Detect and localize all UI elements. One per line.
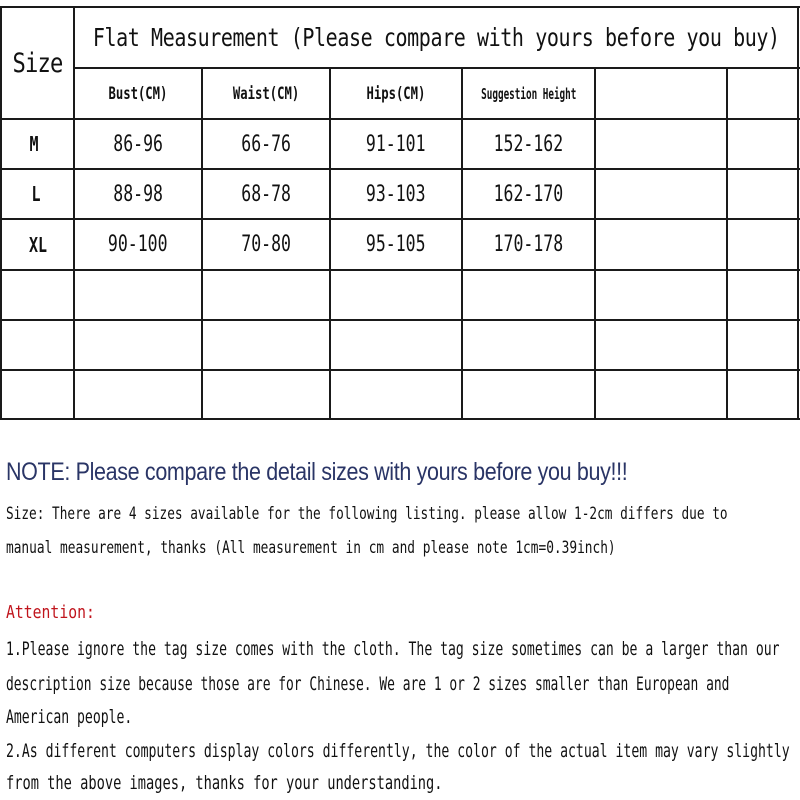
table-row-l-hips: 93-103 — [366, 181, 426, 207]
flat-measurement-header: Flat Measurement (Please compare with yours before you buy) — [92, 23, 780, 52]
notes-section — [0, 420, 800, 800]
table-row-l-size: L — [31, 182, 41, 206]
point2-line-2: from the above images, thanks for your understanding. — [6, 772, 443, 794]
table-row-m-height: 152-162 — [493, 131, 564, 157]
point1-line-3: American people. — [6, 706, 133, 728]
table-row-m-size: M — [29, 132, 39, 156]
table-vline — [594, 67, 596, 420]
size-header: Size — [12, 47, 63, 79]
table-hline — [0, 319, 800, 321]
table-row-xl-height: 170-178 — [493, 232, 564, 257]
table-row-xl-hips: 95-105 — [366, 232, 426, 257]
table-row-xl-waist: 70-80 — [241, 232, 291, 257]
column-header-bust: Bust(CM) — [108, 83, 168, 104]
table-row-xl-bust: 90-100 — [108, 232, 168, 257]
table-row-m-waist: 66-76 — [241, 131, 291, 157]
table-vline — [726, 67, 728, 420]
size-note-line-1: Size: There are 4 sizes available for the following listing. please allow 1-2cm differs due to — [6, 504, 728, 524]
column-header-hips: Hips(CM) — [366, 83, 426, 104]
table-hline — [0, 369, 800, 371]
table-row-m-hips: 91-101 — [366, 131, 426, 157]
attention-label: Attention: — [6, 602, 95, 623]
size-note-line-2: manual measurement, thanks (All measurement in cm and please note 1cm=0.39inch) — [6, 538, 616, 558]
note-title: NOTE: Please compare the detail sizes with yours before you buy!!! — [6, 458, 628, 486]
size-header-cell — [2, 8, 73, 118]
column-header-waist: Waist(CM) — [232, 83, 300, 104]
point1-line-2: description size because those are for Chinese. We are 1 or 2 sizes smaller than European and — [6, 673, 730, 695]
table-row-l-waist: 68-78 — [241, 181, 291, 207]
column-header-suggestion-height: Suggestion Height — [480, 84, 577, 103]
table-row-l-bust: 88-98 — [113, 181, 163, 207]
flat-measurement-header-cell — [75, 8, 797, 67]
table-hline — [0, 269, 800, 271]
table-row-m-bust: 86-96 — [113, 131, 163, 157]
point1-line-1: 1.Please ignore the tag size comes with the cloth. The tag size sometimes can be a larger than our — [6, 638, 780, 660]
table-row-xl-size: XL — [29, 232, 48, 257]
point2-line-1: 2.As different computers display colors differently, the color of the actual item may vary slightly — [6, 740, 790, 762]
table-row-l-height: 162-170 — [493, 181, 564, 207]
